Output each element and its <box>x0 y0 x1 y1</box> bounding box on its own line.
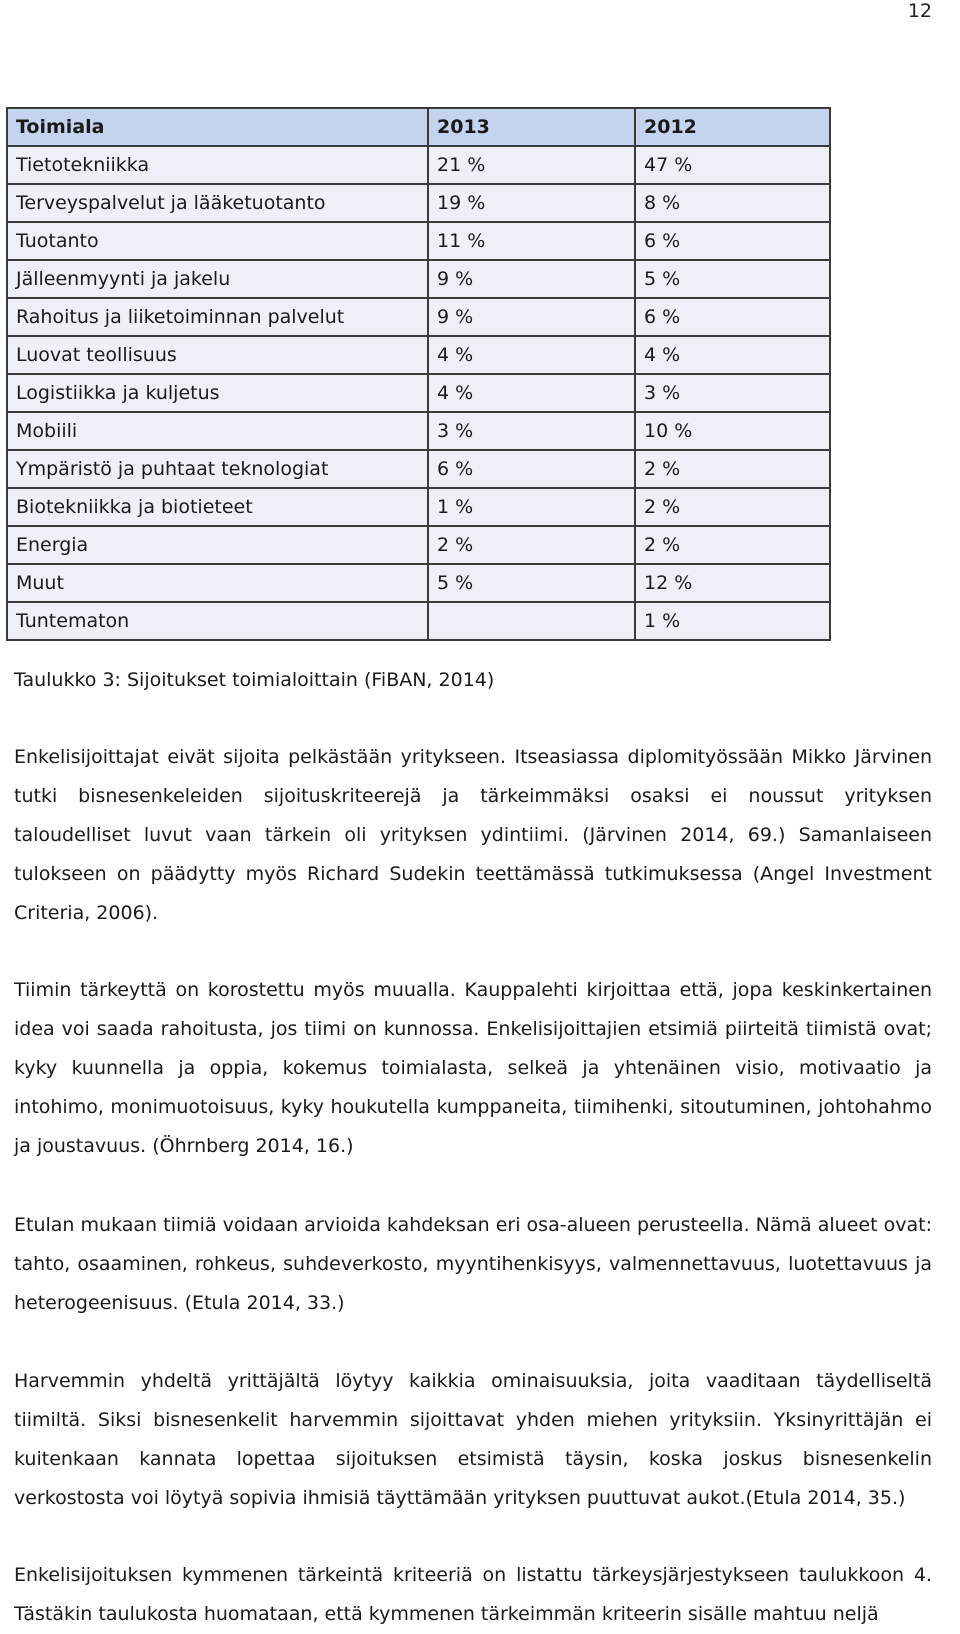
body-paragraph: Enkelisijoituksen kymmenen tärkeintä kriteeriä on listattu tärkeysjärjestykseen taulukkoon 4. Tästäkin taulukosta huomataan, että kymmenen tärkeimmän kriteerin sisälle mahtuu neljä <box>14 1564 932 1625</box>
table-cell: 6 % <box>635 222 830 260</box>
table-cell: Tietotekniikka <box>7 146 428 184</box>
table-cell: 21 % <box>428 146 635 184</box>
table-cell <box>428 602 635 640</box>
table-row <box>7 336 830 374</box>
table-cell: 4 % <box>428 336 635 374</box>
table-row <box>7 374 830 412</box>
table-row <box>7 526 830 564</box>
table-row <box>7 564 830 602</box>
table-cell: Tuntematon <box>7 602 428 640</box>
table-header-row <box>7 108 830 146</box>
table-row <box>7 222 830 260</box>
table-row <box>7 298 830 336</box>
table-cell: 19 % <box>428 184 635 222</box>
table-row <box>7 260 830 298</box>
header-cell: 2012 <box>635 108 830 146</box>
table-cell: Jälleenmyynti ja jakelu <box>7 260 428 298</box>
table-cell: 9 % <box>428 298 635 336</box>
table-cell: 5 % <box>635 260 830 298</box>
table-cell: Tuotanto <box>7 222 428 260</box>
table-cell: 6 % <box>428 450 635 488</box>
table-row <box>7 602 830 640</box>
table-row <box>7 146 830 184</box>
body-paragraph: Enkelisijoittajat eivät sijoita pelkästään yritykseen. Itseasiassa diplomityössään Mikko Järvinen tutki bisnesenkeleiden sijoituskriteerejä ja tärkeimmäksi osaksi ei noussut yrityksen taloudelliset luvut vaan tärkein oli yrityksen ydintiimi. (Järvinen 2014, 69.) Samanlaiseen tulokseen on päädytty myös Richard Sudekin teettämässä tutkimuksessa (Angel Investment Criteria, 2006). <box>14 746 932 924</box>
table-cell: 10 % <box>635 412 830 450</box>
body-paragraph: Harvemmin yhdeltä yrittäjältä löytyy kaikkia ominaisuuksia, joita vaaditaan täydelliseltä tiimiltä. Siksi bisnesenkelit harvemmin sijoittavat yhden miehen yrityksiin. Yksinyrittäjän ei kuitenkaan kannata lopettaa sijoituksen etsimistä täysin, koska joskus bisnesenkelin verkostosta voi löytyä sopivia ihmisiä täyttämään yrityksen puuttuvat aukot.(Etula 2014, 35.) <box>14 1370 932 1509</box>
body-paragraph: Tiimin tärkeyttä on korostettu myös muualla. Kauppalehti kirjoittaa että, jopa keskinkertainen idea voi saada rahoitusta, jos tiimi on kunnossa. Enkelisijoittajien etsimiä piirteitä tiimistä ovat; kyky kuunnella ja oppia, kokemus toimialasta, selkeä ja yhtenäinen visio, motivaatio ja intohimo, monimuotoisuus, kyky houkutella kumppaneita, tiimihenki, sitoutuminen, johtohahmo ja joustavuus. (Öhrnberg 2014, 16.) <box>14 979 932 1157</box>
table-row <box>7 412 830 450</box>
table-cell: 6 % <box>635 298 830 336</box>
header-cell: Toimiala <box>7 108 428 146</box>
table-cell: 4 % <box>635 336 830 374</box>
table-row <box>7 488 830 526</box>
table-cell: 2 % <box>635 488 830 526</box>
table-cell: 5 % <box>428 564 635 602</box>
table-cell: Terveyspalvelut ja lääketuotanto <box>7 184 428 222</box>
table-cell: 2 % <box>635 526 830 564</box>
table-cell: Mobiili <box>7 412 428 450</box>
table-cell: 1 % <box>428 488 635 526</box>
table-caption: Taulukko 3: Sijoitukset toimialoittain (FiBAN, 2014) <box>14 669 495 691</box>
table-cell: Ympäristö ja puhtaat teknologiat <box>7 450 428 488</box>
table-cell: 12 % <box>635 564 830 602</box>
table-row <box>7 450 830 488</box>
table-cell: Biotekniikka ja biotieteet <box>7 488 428 526</box>
table-cell: 2 % <box>428 526 635 564</box>
table-cell: 3 % <box>635 374 830 412</box>
table-cell: 9 % <box>428 260 635 298</box>
table-cell: 4 % <box>428 374 635 412</box>
table-cell: 3 % <box>428 412 635 450</box>
table-cell: Rahoitus ja liiketoiminnan palvelut <box>7 298 428 336</box>
header-cell: 2013 <box>428 108 635 146</box>
table-cell: 8 % <box>635 184 830 222</box>
table-cell: 11 % <box>428 222 635 260</box>
table-cell: 1 % <box>635 602 830 640</box>
table-cell: Luovat teollisuus <box>7 336 428 374</box>
table-cell: 2 % <box>635 450 830 488</box>
table-cell: Energia <box>7 526 428 564</box>
industry-investment-table <box>6 107 831 641</box>
table-cell: 47 % <box>635 146 830 184</box>
table-row <box>7 184 830 222</box>
table-cell: Logistiikka ja kuljetus <box>7 374 428 412</box>
page-number: 12 <box>907 0 932 22</box>
table-cell: Muut <box>7 564 428 602</box>
body-paragraph: Etulan mukaan tiimiä voidaan arvioida kahdeksan eri osa-alueen perusteella. Nämä alueet ovat: tahto, osaaminen, rohkeus, suhdeverkosto, myyntihenkisyys, valmennettavuus, luotettavuus ja heterogeenisuus. (Etula 2014, 33.) <box>14 1214 932 1314</box>
